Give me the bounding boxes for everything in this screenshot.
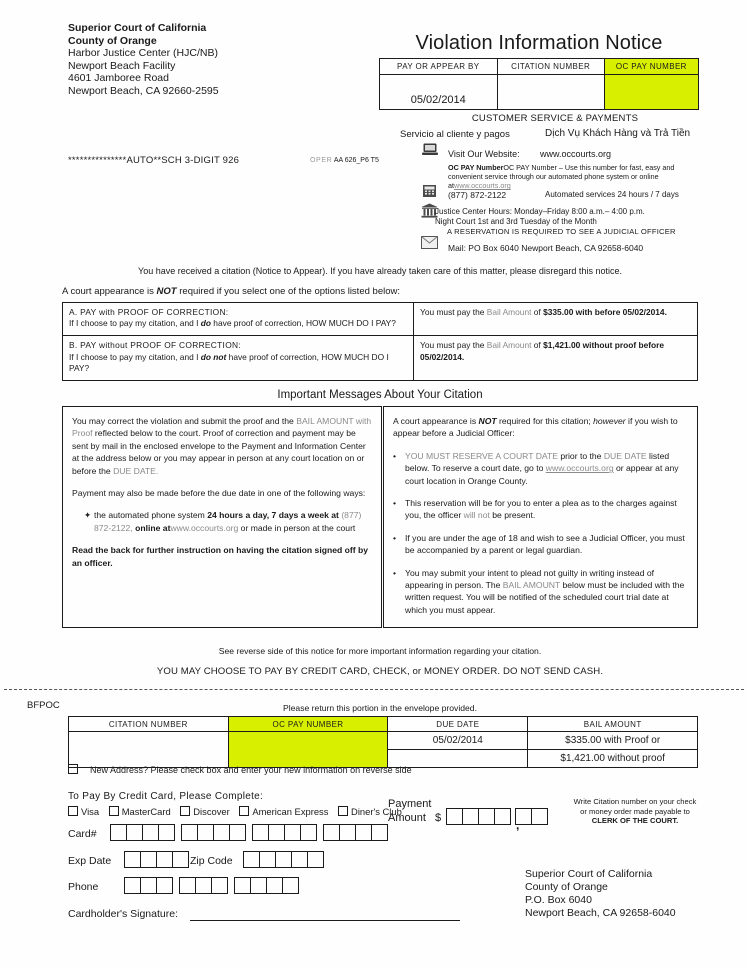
payment-amount-line1: Payment <box>388 798 432 810</box>
amex-checkbox[interactable] <box>239 806 249 816</box>
bullet-a-end: or made in person at the court <box>238 522 356 533</box>
card-cell[interactable] <box>355 824 372 841</box>
due-date-label-2: DUE DATE <box>603 450 647 461</box>
card-cell[interactable] <box>268 824 285 841</box>
reserve-court-date-bullet <box>393 450 688 487</box>
card-cell[interactable] <box>371 824 388 841</box>
court-facility: Harbor Justice Center (HJC/NB) <box>68 47 218 60</box>
b2-b: be present. <box>489 510 536 521</box>
court-citystate: Newport Beach, CA 92660-2595 <box>68 84 219 97</box>
remit-address-block <box>525 868 676 920</box>
diamond-bullet-icon: ✦ <box>84 510 92 521</box>
payment-method-text <box>94 509 372 534</box>
citation-received-note: You have received a citation (Notice to Appear). If you have already taken care of this matter, please disregard this notice. <box>138 266 622 276</box>
exp-cell[interactable] <box>124 851 141 868</box>
remit-line2: County of Orange <box>525 881 608 893</box>
payment-options-table <box>62 302 698 381</box>
oc-pay-note-bold: OC PAY Number <box>448 163 504 172</box>
new-address-checkbox[interactable] <box>68 764 78 774</box>
hours-line-2: Night Court 1st and 3rd Tuesday of the Month <box>435 216 597 226</box>
card-cell[interactable] <box>229 824 246 841</box>
left-p1-b: reflected below to the court. Proof of correction and payment may be sent by mail in the enclosed envelope to the Payment and Information Center at the address below or you may appear in person at any court location on or before the <box>72 428 366 476</box>
zip-cell[interactable] <box>291 851 308 868</box>
bfpoc-code: BFPOC <box>27 700 60 711</box>
phone-cell[interactable] <box>282 877 299 894</box>
b1-mid: prior to the <box>557 450 604 461</box>
discover-checkbox[interactable] <box>180 806 190 816</box>
bullet-dot-icon-3: • <box>393 532 397 543</box>
option-b-a-pre: You must pay the <box>420 340 487 351</box>
website-url[interactable]: www.occourts.org <box>540 149 612 159</box>
telephone-icon <box>422 184 437 198</box>
due-date-label: DUE DATE. <box>113 465 159 476</box>
court-appearance-post: required if you select one of the options listed below: <box>176 286 400 297</box>
card-number-input[interactable] <box>110 824 388 841</box>
exp-cell[interactable] <box>140 851 157 868</box>
header-pay-or-appear-by: PAY OR APPEAR BY <box>380 59 498 75</box>
remit-line3: P.O. Box 6040 <box>525 894 592 906</box>
check-note-line1: Write Citation number on your check <box>573 797 697 806</box>
card-cell[interactable] <box>252 824 269 841</box>
card-type-amex[interactable] <box>239 806 328 817</box>
phone-input[interactable] <box>124 877 299 894</box>
card-cell[interactable] <box>142 824 159 841</box>
exp-date-input[interactable] <box>124 851 189 868</box>
court-facility-2: Newport Beach Facility <box>68 59 176 72</box>
phone-cell[interactable] <box>179 877 196 894</box>
option-a-a-mid: of <box>531 307 544 317</box>
zip-cell[interactable] <box>307 851 324 868</box>
right-p1-not: NOT <box>478 416 497 426</box>
stub-header-citation-number: CITATION NUMBER <box>69 717 229 732</box>
phone-cell[interactable] <box>211 877 228 894</box>
stub-header-bail-amount: BAIL AMOUNT <box>528 717 698 732</box>
visa-label: Visa <box>81 806 100 817</box>
signature-line[interactable] <box>190 920 460 921</box>
plea-reservation-bullet <box>393 497 688 522</box>
written-plea-text <box>405 567 688 617</box>
amount-cell[interactable] <box>462 808 479 825</box>
exp-cell[interactable] <box>156 851 173 868</box>
zip-code-input[interactable] <box>243 851 324 868</box>
court-name-line1: Superior Court of California <box>68 22 207 34</box>
option-a-q-pre: If I choose to pay my citation, and I <box>69 318 201 329</box>
check-note-line2: or money order made payable to <box>580 806 690 816</box>
left-p1-a: You may correct the violation and submit the proof and the <box>72 416 297 426</box>
option-b-q-pre: If I choose to pay my citation, and I <box>69 351 201 362</box>
header-oc-pay-number: OC PAY NUMBER <box>604 59 698 75</box>
option-a-amount: $335.00 with before 05/02/2014. <box>543 307 667 317</box>
reserve-court-date-text <box>405 450 688 487</box>
check-payable-note <box>565 797 705 826</box>
b2-faint: will not <box>461 510 490 521</box>
bail-amount-label-2: BAIL AMOUNT <box>502 580 561 591</box>
option-a-bail-amount-label: Bail Amount <box>486 307 532 317</box>
card-cell[interactable] <box>339 824 356 841</box>
b2-a: This reservation will be for you to enter a plea as to the charges against you, the officer <box>405 498 677 521</box>
customer-service-title: CUSTOMER SERVICE & PAYMENTS <box>471 113 639 124</box>
oc-pay-note-url[interactable]: www.occourts.org <box>454 181 511 190</box>
bullet-a-mid: online at <box>132 522 171 533</box>
card-number-label: Card# <box>68 828 97 840</box>
card-cell[interactable] <box>213 824 230 841</box>
bail-amount-with-proof-label: BAIL AMOUNT with Proof <box>72 416 372 439</box>
customer-service-spanish: Servicio al cliente y pagos <box>400 129 510 140</box>
important-messages-left-box <box>62 406 382 628</box>
credit-card-heading: To Pay By Credit Card, Please Complete: <box>68 791 264 802</box>
amex-label: American Express <box>252 806 329 817</box>
bullet-a-bold: 24 hours a day, 7 days a week at <box>207 510 339 521</box>
card-cell[interactable] <box>300 824 317 841</box>
automated-services-note: Automated services 24 hours / 7 days <box>545 190 679 199</box>
card-cell[interactable] <box>197 824 214 841</box>
stub-header-due-date: DUE DATE <box>388 717 528 732</box>
right-p1-b: required for this citation; <box>496 416 594 426</box>
court-street: 4601 Jamboree Road <box>68 72 169 85</box>
court-appearance-pre: A court appearance is <box>62 286 157 297</box>
read-back-note: Read the back for further instruction on having the citation signed off by an officer. <box>72 545 369 568</box>
option-b-question-cell <box>63 336 414 381</box>
discover-label: Discover <box>193 806 230 817</box>
card-cell[interactable] <box>110 824 127 841</box>
amount-cell[interactable] <box>478 808 495 825</box>
phone-cell[interactable] <box>250 877 267 894</box>
payment-stub-table <box>68 716 698 768</box>
payment-amount-input[interactable] <box>446 808 548 825</box>
minor-guardian-bullet <box>393 532 688 557</box>
payment-methods-note: YOU MAY CHOOSE TO PAY BY CREDIT CARD, CHECK, or MONEY ORDER. DO NOT SEND CASH. <box>156 666 604 677</box>
b1-url[interactable]: www.occourts.org <box>545 463 614 474</box>
option-b-question <box>69 352 407 374</box>
payment-amount-line2: Amount <box>388 812 426 824</box>
card-type-options <box>68 806 409 817</box>
return-portion-note: Please return this portion in the envelope provided. <box>283 703 477 713</box>
option-b-bail-amount-label: Bail Amount <box>486 340 532 351</box>
visa-checkbox[interactable] <box>68 806 78 816</box>
computer-icon <box>422 143 438 156</box>
bullet-a-pre: the automated phone system <box>94 510 208 521</box>
b4-a: You may submit your intent to plead not guilty in writing instead of appearing in person. The <box>405 567 655 591</box>
table-header-row <box>380 59 699 75</box>
minor-guardian-text: If you are under the age of 18 and wish to see a Judicial Officer, you must be accompanied by a parent or legal guardian. <box>405 532 685 556</box>
option-a-q-em: do <box>200 318 211 329</box>
check-note-line3: CLERK OF THE COURT. <box>591 816 679 825</box>
new-address-label: New Address? Please check box and enter your new information on reverse side <box>90 765 412 775</box>
option-a-a-pre: You must pay the <box>420 307 487 317</box>
bullet-dot-icon: • <box>393 450 397 461</box>
value-pay-or-appear-by: 05/02/2014 <box>380 75 498 110</box>
exp-cell[interactable] <box>172 851 189 868</box>
payment-amount-label <box>388 797 431 825</box>
reservation-required-note: A RESERVATION IS REQUIRED TO SEE A JUDICIAL OFFICER <box>447 226 676 236</box>
mastercard-checkbox[interactable] <box>109 806 119 816</box>
new-address-row <box>68 764 412 775</box>
diners-checkbox[interactable] <box>338 806 348 816</box>
mail-address: Mail: PO Box 6040 Newport Beach, CA 92658-6040 <box>448 243 644 253</box>
option-a-question <box>69 318 407 329</box>
important-messages-title: Important Messages About Your Citation <box>277 389 483 401</box>
option-b-row <box>63 336 698 381</box>
bullet-a-phone[interactable]: (877) 872-2122, <box>94 510 362 533</box>
amount-cell[interactable] <box>494 808 511 825</box>
page-title: Violation Information Notice <box>415 32 663 54</box>
option-b-heading: B. PAY without PROOF OF CORRECTION: <box>69 340 241 351</box>
card-type-mastercard[interactable] <box>109 806 171 817</box>
hours-line-1: Justice Center Hours: Monday–Friday 8:00 a.m.– 4:00 p.m. <box>435 207 645 216</box>
phone-cell[interactable] <box>124 877 141 894</box>
option-a-heading: A. PAY with PROOF OF CORRECTION: <box>69 307 229 317</box>
option-b-amount: $1,421.00 without proof before 05/02/2014. <box>420 340 665 362</box>
operator-value: AA 626_P6 T5 <box>333 157 379 164</box>
oc-pay-number-note <box>448 163 700 190</box>
court-name-line2: County of Orange <box>68 34 157 47</box>
option-b-a-mid: of <box>531 340 544 351</box>
bullet-dot-icon-2: • <box>393 498 397 509</box>
stub-oc-pay-number <box>228 732 388 768</box>
stub-bail-with-proof: $335.00 with Proof or <box>528 732 698 750</box>
card-cell[interactable] <box>284 824 301 841</box>
justice-center-hours <box>435 207 705 236</box>
option-b-q-em: do not <box>200 351 227 362</box>
dollar-sign: $ <box>435 812 442 824</box>
phone-cell[interactable] <box>195 877 212 894</box>
b1-end: listed below. To reserve a court date, go to <box>405 450 670 474</box>
oc-pay-note-text: OC PAY Number – Use this number for fast, easy and convenient service through our automated phone system or online at <box>448 163 675 190</box>
option-b-answer <box>420 340 691 362</box>
b1-tail: or appear at any court location in Orange County. <box>405 463 679 486</box>
header-citation-number: CITATION NUMBER <box>497 59 604 75</box>
option-a-answer <box>420 307 691 318</box>
option-a-row <box>63 303 698 336</box>
correct-violation-paragraph <box>72 415 372 477</box>
judicial-officer-intro <box>393 415 688 440</box>
court-appearance-not: NOT <box>156 286 177 297</box>
right-p1-c: if you wish to appear before a Judicial Officer: <box>393 416 678 439</box>
bullet-a-url[interactable]: www.occourts.org <box>170 522 239 533</box>
card-cell[interactable] <box>158 824 175 841</box>
customer-service-phone[interactable]: (877) 872-2122 <box>448 190 507 200</box>
b4-b: below must be included with the written request. You will be notified of the scheduled court trial date at which you must appear. <box>405 580 685 615</box>
right-p1-however: however <box>593 416 626 426</box>
zip-cell[interactable] <box>243 851 260 868</box>
zip-code-label: Zip Code <box>190 855 233 867</box>
diners-label: Diner's Club <box>351 806 402 817</box>
zip-cell[interactable] <box>259 851 276 868</box>
table-value-row <box>380 75 699 110</box>
remit-line4: Newport Beach, CA 92658-6040 <box>525 907 676 919</box>
envelope-icon <box>421 236 438 249</box>
value-oc-pay-number <box>604 75 698 110</box>
exp-date-label: Exp Date <box>68 855 112 867</box>
signature-label: Cardholder's Signature: <box>68 908 178 920</box>
right-p1-a: A court appearance is <box>393 416 479 426</box>
phone-cell[interactable] <box>266 877 283 894</box>
option-a-question-cell <box>63 303 414 336</box>
stub-due-date: 05/02/2014 <box>388 732 528 750</box>
option-b-answer-cell <box>414 336 698 381</box>
card-cell[interactable] <box>323 824 340 841</box>
stub-header-row <box>69 717 698 732</box>
phone-label: Phone <box>68 881 99 893</box>
mastercard-label: MasterCard <box>121 806 171 817</box>
stub-header-oc-pay-number: OC PAY NUMBER <box>228 717 388 732</box>
tear-off-divider <box>4 689 744 691</box>
bullet-dot-icon-4: • <box>393 567 397 578</box>
option-a-answer-cell <box>414 303 698 336</box>
plea-reservation-text <box>405 497 688 522</box>
card-cell[interactable] <box>126 824 143 841</box>
phone-cell[interactable] <box>140 877 157 894</box>
value-citation-number <box>497 75 604 110</box>
citation-summary-table <box>379 58 699 110</box>
stub-value-row-1 <box>69 732 698 750</box>
important-messages-right-box <box>383 406 698 628</box>
card-type-visa[interactable] <box>68 806 99 817</box>
reserve-court-date-label: YOU MUST RESERVE A COURT DATE <box>405 450 558 461</box>
phone-cell[interactable] <box>156 877 173 894</box>
reverse-side-note: See reverse side of this notice for more important information regarding your citation. <box>218 646 542 656</box>
operator-label: OPER <box>310 157 333 164</box>
card-type-discover[interactable] <box>180 806 229 817</box>
written-plea-bullet <box>393 567 688 617</box>
court-appearance-note <box>62 286 400 297</box>
website-label: Visit Our Website: <box>448 149 520 159</box>
payment-method-bullet <box>72 509 372 534</box>
important-messages-section <box>62 406 698 628</box>
card-cell[interactable] <box>181 824 198 841</box>
stub-citation-number[interactable] <box>69 732 229 768</box>
phone-cell[interactable] <box>234 877 251 894</box>
cents-cell[interactable] <box>531 808 548 825</box>
zip-cell[interactable] <box>275 851 292 868</box>
customer-service-vietnamese: Dịch Vụ Khách Hàng và Trả Tiền <box>545 128 691 139</box>
mail-sort-line: ***************AUTO**SCH 3-DIGIT 926 <box>68 155 240 166</box>
operator-code <box>310 157 379 164</box>
stub-bail-without-proof: $1,421.00 without proof <box>528 750 698 768</box>
decimal-separator: , <box>516 818 520 832</box>
amount-cell[interactable] <box>446 808 463 825</box>
court-address-block <box>68 22 368 98</box>
option-a-q-post: have proof of correction, HOW MUCH DO I PAY? <box>210 318 396 329</box>
remit-line1: Superior Court of California <box>525 868 653 880</box>
payment-methods-intro: Payment may also be made before the due date in one of the following ways: <box>72 488 366 499</box>
option-b-q-post: have proof of correction, HOW MUCH DO I PAY? <box>69 351 389 373</box>
